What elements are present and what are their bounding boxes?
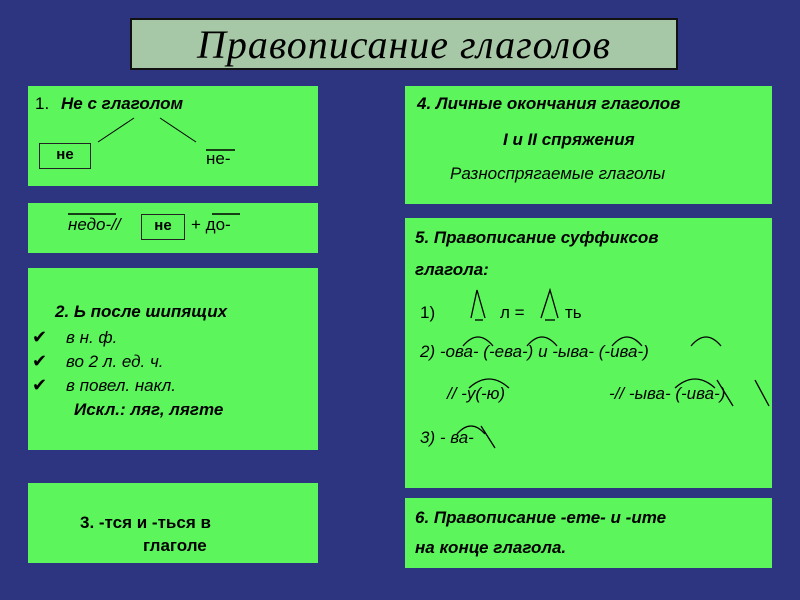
row1-number: 1) (420, 303, 436, 322)
row2-suffixes: 2) -ова- (-ева-) и -ыва- (-ива-) (420, 342, 649, 361)
rule-2-heading: 2. Ь после шипящих (55, 302, 228, 321)
ne-framed-label: не (141, 214, 185, 240)
checkmark-icon: ✔ (32, 327, 48, 347)
rule-box-3 (28, 483, 318, 563)
rule-box-4 (405, 86, 772, 204)
row4-suffix: 3) - ва- (420, 428, 474, 447)
rule-3-line1: 3. -тся и -ться в (80, 513, 211, 532)
rule-5-heading: 5. Правописание суффиксов (415, 228, 659, 247)
rule-4-subheading: I и II спряжения (503, 130, 635, 149)
row1-middle: л = (500, 303, 525, 322)
rule-6-line2: на конце глагола. (415, 538, 567, 557)
rule-box-1b (28, 203, 318, 253)
rule-3-line2: глаголе (143, 536, 207, 555)
ne-prefix-label: не- (206, 149, 231, 168)
plus-do-prefix: + до- (191, 215, 231, 234)
branch-arrows (28, 86, 318, 186)
rule-2-item: в повел. накл. (66, 376, 176, 395)
rule-2-item: в н. ф. (66, 328, 118, 347)
morpheme-marks (405, 218, 772, 488)
rule-4-line3: Разноспрягаемые глаголы (450, 164, 666, 183)
rule-4-heading: 4. Личные окончания глаголов (417, 94, 681, 113)
page-title: Правописание глаголов (130, 18, 678, 70)
row3-right: -// -ыва- (-ива-) (609, 384, 726, 403)
rule-box-2 (28, 268, 318, 450)
checkmark-icon: ✔ (32, 351, 48, 371)
row1-end: ть (565, 303, 582, 322)
ne-separate-label: не (39, 143, 91, 169)
rule-box-5 (405, 218, 772, 488)
rule-1-number: 1. (35, 94, 50, 113)
rule-6-line1: 6. Правописание -ете- и -ите (415, 508, 667, 527)
rule-1-heading: Не с глаголом (61, 94, 184, 113)
row3-left: // -у(-ю) (447, 384, 506, 403)
nedo-prefix: недо-// (68, 215, 121, 234)
checkmark-icon: ✔ (32, 375, 48, 395)
rule-2-item: во 2 л. ед. ч. (66, 352, 164, 371)
rule-box-1 (28, 86, 318, 186)
rule-box-6 (405, 498, 772, 568)
rule-2-exception: Искл.: ляг, лягте (74, 400, 224, 419)
rule-5-heading-2: глагола: (415, 260, 489, 279)
